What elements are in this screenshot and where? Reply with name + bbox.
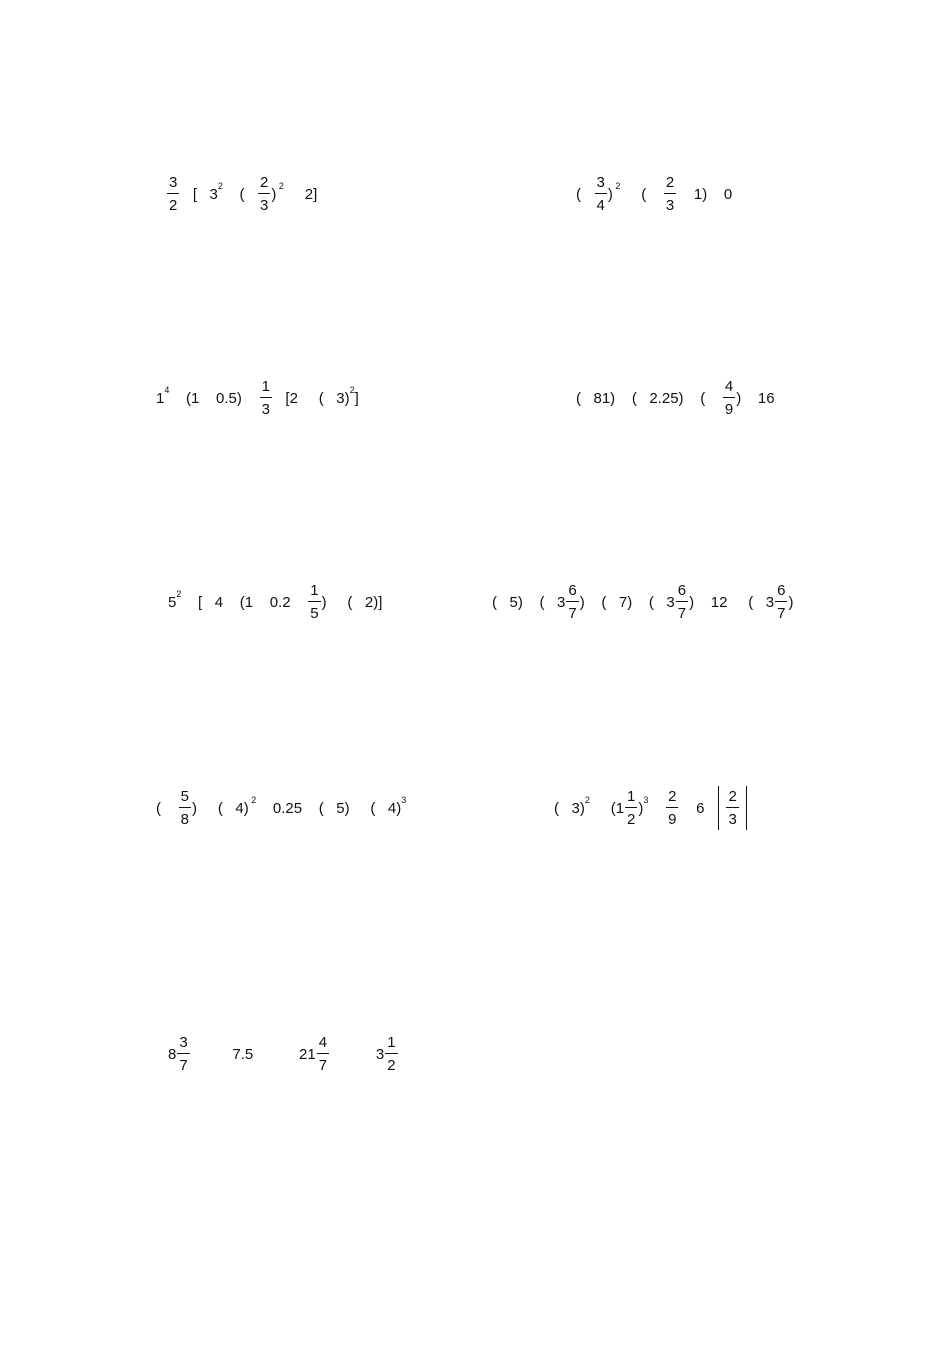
numerator: 6 [777,582,786,599]
numerator: 1 [310,582,319,599]
numerator: 1 [387,1034,396,1051]
problem-7 [156,782,406,834]
expr-text: ( 3) [554,799,585,817]
fraction [566,583,578,621]
fraction [726,789,738,827]
denominator: 9 [668,811,677,828]
denominator: 4 [596,197,605,214]
numerator: 4 [318,1034,328,1051]
denominator: 7 [677,605,687,622]
expr-text: 0.25 ( 5) ( 4) [256,799,402,817]
numerator: 3 [169,174,178,191]
fraction [179,789,191,827]
denominator: 5 [310,605,319,622]
problem-1 [166,168,317,220]
expr-text: ) ( 4) [192,799,249,817]
denominator: 3 [728,811,737,828]
fraction [317,1035,329,1073]
expr-text: 6 [679,799,705,817]
denominator: 9 [724,401,734,418]
exponent: 2 [276,180,284,191]
exponent: 2 [584,794,590,805]
expr-text: [ 3 [180,185,218,203]
exponent: 2 [612,180,621,191]
expr-text: ) [271,185,277,203]
problem-8 [554,782,747,834]
fraction [177,1035,189,1073]
problem-3 [156,372,359,424]
expr-text: [2 ( 3) [272,389,350,407]
fraction [723,379,735,417]
exponent: 2 [176,588,182,599]
fraction [308,583,320,621]
fraction [167,175,179,213]
numerator: 5 [180,788,190,805]
expr-text: ( 81) ( 2.25) ( [576,389,722,407]
denominator: 3 [665,197,675,214]
expr-text: 2] [283,185,318,203]
exponent: 2 [349,384,355,395]
expr-text: ( [620,185,663,203]
denominator: 7 [179,1057,188,1074]
expr-text: ( [222,185,258,203]
fraction [666,789,678,827]
expr-text: ) ( 7) ( 3 [579,593,675,611]
numerator: 6 [677,582,687,599]
exponent: 4 [164,384,170,395]
fraction [775,583,787,621]
denominator: 2 [387,1057,396,1074]
numerator: 4 [724,378,734,395]
problem-4 [576,372,775,424]
expr-text: ] [354,389,359,407]
denominator: 7 [318,1057,328,1074]
numerator: 1 [627,788,636,805]
expr-text: [ 4 (1 0.2 [181,593,308,611]
fraction [625,789,637,827]
expr-text: (1 [589,799,625,817]
expr-text: 1) 0 [677,185,733,203]
expr-text: ( [156,799,178,817]
fraction [260,379,272,417]
expr-text: 1 [156,389,165,407]
problem-6 [492,576,793,628]
exponent: 2 [248,794,257,805]
numerator: 2 [668,788,677,805]
denominator: 8 [180,811,190,828]
numerator: 6 [568,582,577,599]
denominator: 2 [627,811,636,828]
absolute-value [718,786,746,830]
denominator: 2 [169,197,178,214]
denominator: 3 [261,401,270,418]
exponent: 3 [643,794,649,805]
expr-text: ) [788,593,794,611]
numerator: 2 [260,174,269,191]
expr-text: 8 [168,1045,177,1063]
fraction [664,175,676,213]
numerator: 2 [728,788,737,805]
expr-text: 3 [330,1045,385,1063]
fraction [676,583,688,621]
expr-text: ) [638,799,644,817]
expr-text [648,801,665,816]
expr-text: ) [607,185,613,203]
numerator: 3 [596,174,605,191]
problem-9 [168,1028,399,1080]
exponent: 2 [217,180,223,191]
fraction [595,175,607,213]
expr-text: 5 [168,593,177,611]
expr-text: ( [576,185,594,203]
expr-text: ) ( 2)] [321,593,383,611]
expr-text: ( 5) ( 3 [492,593,566,611]
numerator: 2 [665,174,675,191]
fraction [258,175,270,213]
denominator: 7 [568,605,577,622]
expr-text: ) 16 [736,389,775,407]
expr-text: ) 12 ( 3 [689,593,775,611]
problem-2 [576,168,732,220]
numerator: 3 [179,1034,188,1051]
expr-text: 7.5 21 [190,1045,316,1063]
expr-text: (1 0.5) [169,389,259,407]
denominator: 3 [260,197,269,214]
fraction [385,1035,397,1073]
exponent: 3 [401,794,407,805]
denominator: 7 [777,605,786,622]
numerator: 1 [261,378,270,395]
problem-5 [168,576,382,628]
